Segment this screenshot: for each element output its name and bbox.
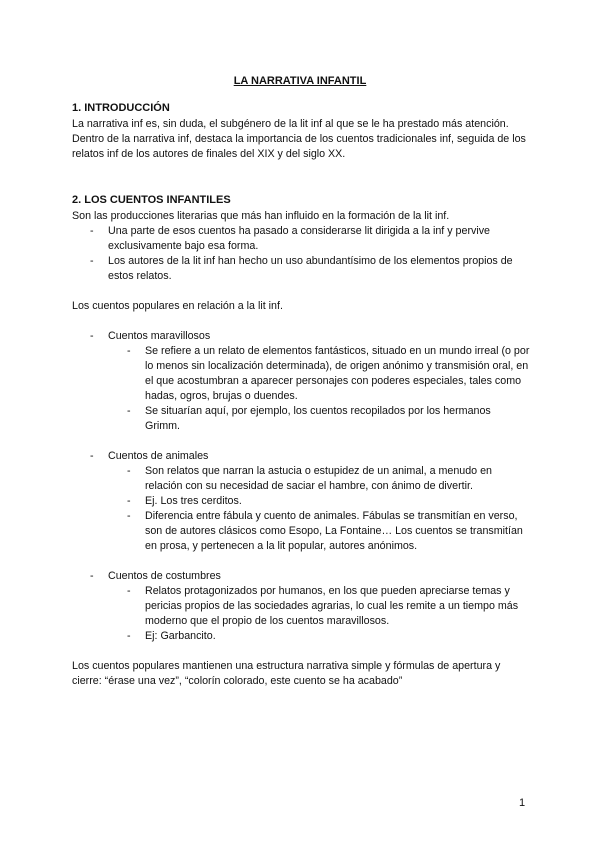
category-maravillosos: Cuentos maravillosos — [108, 330, 211, 342]
bullet-dash: - — [127, 345, 131, 357]
page-number: 1 — [519, 797, 526, 809]
animales-item-3: Diferencia entre fábula y cuento de animales. Fábulas se transmitían en verso, son de autores clásicos como Esopo, La Fontaine… Los cuentos se transmitían en prosa, y pertenecen a la lit popular, autores anónimos. — [145, 510, 523, 552]
bullet-dash: - — [127, 630, 131, 642]
animales-item-1: Son relatos que narran la astucia o estupidez de un animal, a menudo en relación con su necesidad de saciar el hambre, con ánimo de divertir. — [145, 465, 492, 492]
animales-item-2: Ej. Los tres cerditos. — [145, 495, 242, 507]
category-animales: Cuentos de animales — [108, 450, 209, 462]
bullet-dash: - — [90, 450, 94, 462]
document-title: LA NARRATIVA INFANTIL — [233, 75, 367, 87]
section-heading-introduccion: 1. INTRODUCCIÓN — [72, 102, 170, 114]
bullet-dash: - — [90, 570, 94, 582]
closing-paragraph: Los cuentos populares mantienen una estructura narrativa simple y fórmulas de apertura y cierre: “érase una vez”, “colorín colorado, este cuento se ha acabado” — [72, 660, 501, 687]
bullet-dash: - — [90, 330, 94, 342]
category-costumbres: Cuentos de costumbres — [108, 570, 221, 582]
costumbres-item-1: Relatos protagonizados por humanos, en los que pueden apreciarse temas y pericias propios de las sociedades agrarias, lo cual les remite a un tiempo más moderno que el propio de los cuentos maravillosos. — [145, 585, 519, 627]
intro-paragraph: La narrativa inf es, sin duda, el subgénero de la lit inf al que se le ha prestado más atención. Dentro de la narrativa inf, destaca la importancia de los cuentos tradicionales inf, seguida de los relatos inf de los autores de finales del XIX y del siglo XX. — [72, 118, 526, 160]
costumbres-item-2: Ej: Garbancito. — [145, 630, 216, 642]
cuentos-bullet-1: Una parte de esos cuentos ha pasado a considerarse lit dirigida a la inf y pervive exclusivamente bajo esa forma. — [108, 225, 491, 252]
section-heading-cuentos-infantiles: 2. LOS CUENTOS INFANTILES — [72, 194, 231, 206]
cuentos-intro-paragraph: Son las producciones literarias que más han influido en la formación de la lit inf. — [72, 210, 450, 222]
bullet-dash: - — [127, 405, 131, 417]
bullet-dash: - — [127, 510, 131, 522]
bullet-dash: - — [127, 465, 131, 477]
bullet-dash: - — [90, 225, 94, 237]
cuentos-populares-intro: Los cuentos populares en relación a la lit inf. — [72, 300, 283, 312]
cuentos-bullet-2: Los autores de la lit inf han hecho un uso abundantísimo de los elementos propios de estos relatos. — [108, 255, 513, 282]
bullet-dash: - — [127, 585, 131, 597]
maravillosos-item-1: Se refiere a un relato de elementos fantásticos, situado en un mundo irreal (o por lo menos sin localización determinada), de origen anónimo y transmisión oral, en el que acostumbran a aparecer personajes con poderes especiales, tales como hadas, ogros, brujas o duendes. — [145, 345, 530, 402]
bullet-dash: - — [127, 495, 131, 507]
maravillosos-item-2: Se situarían aquí, por ejemplo, los cuentos recopilados por los hermanos Grimm. — [145, 405, 491, 432]
bullet-dash: - — [90, 255, 94, 267]
